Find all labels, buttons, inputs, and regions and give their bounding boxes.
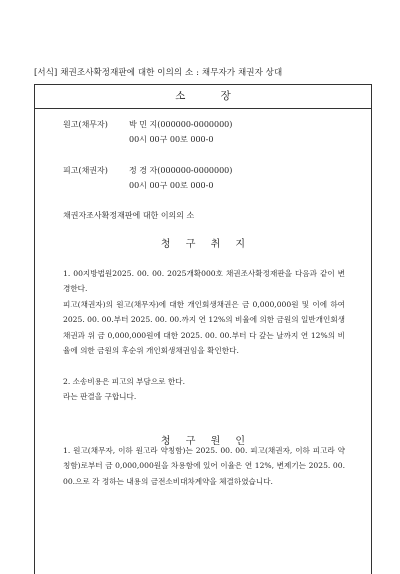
form-caption: [서식] 채권조사확정재판에 대한 이의의 소 : 채무자가 채권자 상대 (34, 68, 283, 78)
defendant-role: 피고(채권자) (63, 166, 108, 175)
claim-purpose-paragraph-1: 1. 00지방법원2025. 00. 00. 2025개확000호 채권조사확정재판을 다음과 같이 변경한다. (63, 269, 345, 294)
plaintiff-address: 00시 00구 00로 000-0 (129, 135, 214, 144)
case-name: 채권자조사확정재판에 대한 이의의 소 (63, 211, 195, 220)
claim-cause-heading: 청 구 원 인 (160, 436, 252, 447)
defendant-address: 00시 00구 00로 000-0 (129, 181, 214, 190)
plaintiff-role: 원고(채무자) (63, 120, 108, 129)
complaint-document (34, 84, 372, 574)
claim-purpose-paragraph-2: 피고(채권자)의 원고(채무자)에 대한 개인회생채권은 금 0,000,000원 및 이에 하여 2025. 00. 00.부터 2025. 00. 00.까지 연 12%의 비율에 의한 금원의 일반개인회생채권과 위 금 0,000,000원에 대한 2025. 00. 00.부터 다 갚는 날까지 연 12%의 비율에 의한 금원의 후순위 개인회생채권임을 확인한다. (63, 300, 345, 356)
plaintiff-name: 박 민 지(000000-0000000) (129, 120, 233, 129)
claim-purpose-paragraph-3: 2. 소송비용은 피고의 부담으로 한다. (63, 377, 186, 386)
claim-purpose-heading: 청 구 취 지 (160, 239, 252, 250)
plaintiff-block (63, 117, 232, 147)
defendant-name: 정 경 자(000000-0000000) (129, 166, 233, 175)
defendant-block (63, 163, 232, 193)
claim-purpose-paragraph-4: 라는 판결을 구합니다. (63, 392, 137, 401)
claim-cause-paragraph-1: 1. 원고(채무자, 이하 원고라 약칭함)는 2025. 00. 00. 피고(채권자, 이하 피고라 약칭함)로부터 금 0,000,000원을 차용함에 있어 이율은 연 12%, 변제기는 2025. 00. 00.으로 각 정하는 내용의 금전소비대차계약을 체결하였습니다. (63, 446, 345, 486)
document-title: 소 장 (35, 85, 371, 109)
